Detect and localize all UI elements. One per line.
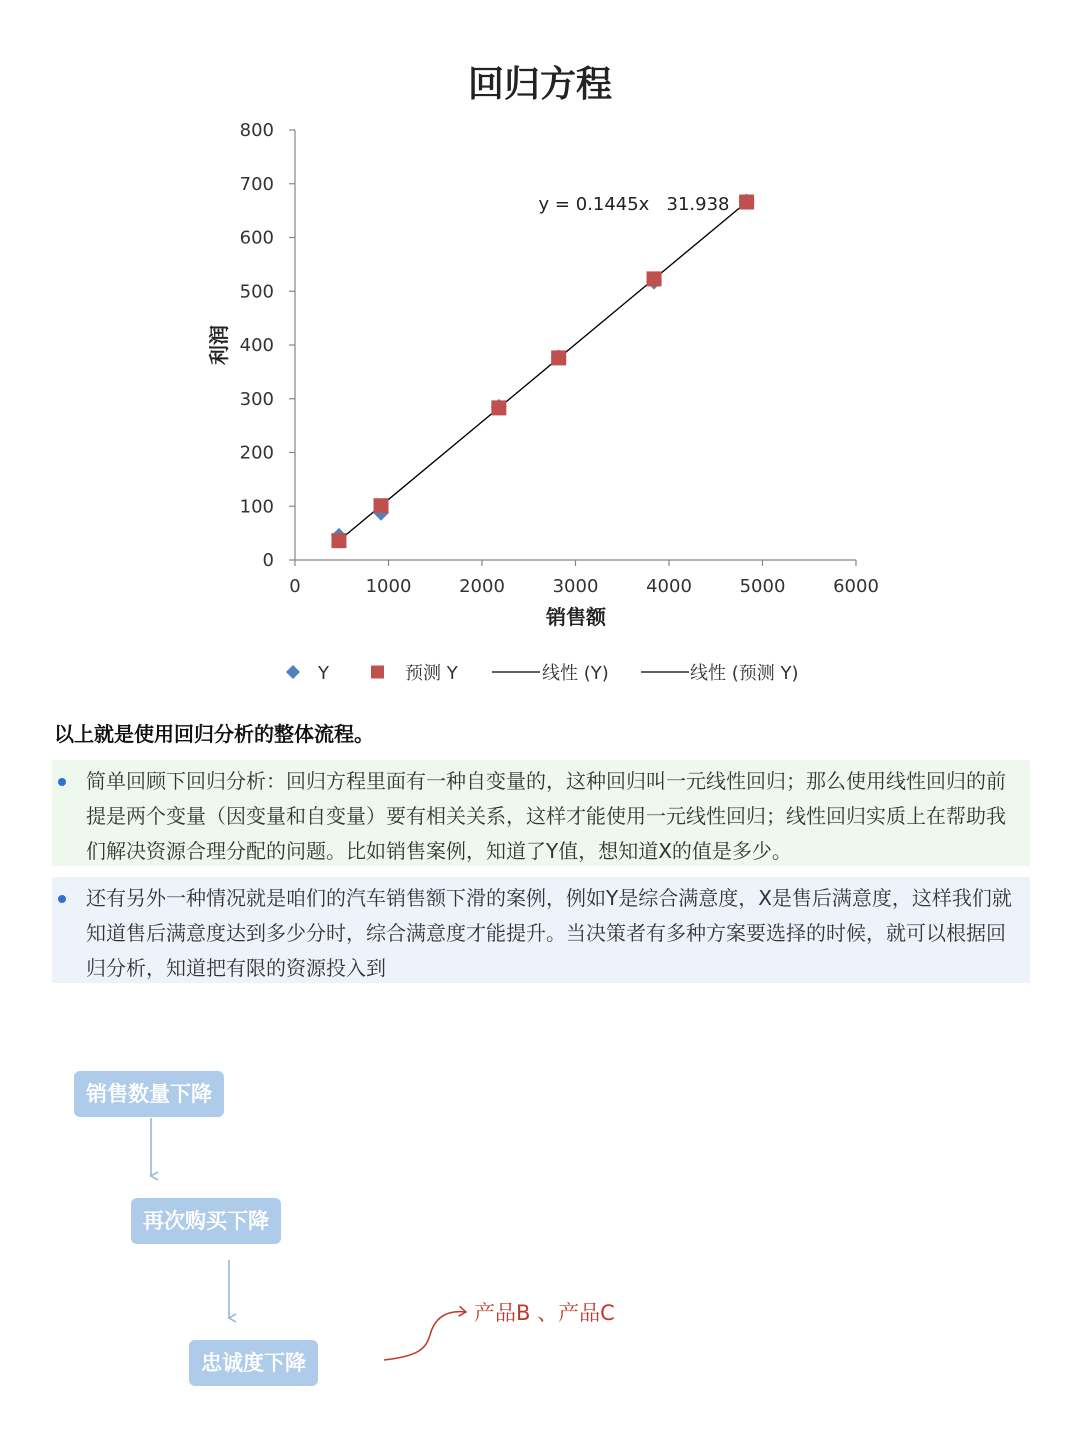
flow-step-repurchase-down: 再次购买下降 — [131, 1198, 281, 1244]
y-tick-label: 500 — [239, 281, 274, 303]
y-tick-label: 800 — [239, 120, 274, 141]
point-predicted-y — [647, 271, 662, 286]
curved-arrow-icon — [384, 1312, 466, 1360]
flow-step-loyalty-down: 忠诚度下降 — [189, 1340, 318, 1386]
flow-note-products: 产品B 、产品C — [474, 1301, 615, 1325]
x-axis-title: 销售额 — [546, 605, 606, 629]
y-axis-title: 利润 — [207, 325, 231, 365]
point-predicted-y — [374, 498, 389, 513]
bullet-text-1: 简单回顾下回归分析：回归方程里面有一种自变量的，这种回归叫一元线性回归；那么使用线性回归的前提是两个变量（因变量和自变量）要有相关关系，这样才能使用一元线性回归；线性回归实质上在帮助我们解决资源合理分配的问题。比如销售案例，知道了Y值，想知道X的值是多少。 — [86, 769, 1006, 863]
y-tick-label: 400 — [239, 335, 274, 356]
x-tick-label: 4000 — [646, 576, 692, 597]
chart-legend — [286, 663, 798, 684]
trendline — [339, 202, 747, 541]
legend-label-y: Y — [318, 663, 329, 684]
legend-label-linear-y: 线性 (Y) — [542, 663, 609, 684]
bullet-item-1 — [52, 760, 1030, 866]
y-tick-label: 100 — [239, 496, 274, 518]
x-tick-label: 6000 — [833, 576, 879, 597]
bullet-item-2 — [52, 877, 1030, 983]
x-tick-label: 2000 — [459, 576, 505, 597]
y-tick-label: 700 — [239, 173, 274, 195]
summary-heading: 以上就是使用回归分析的整体流程。 — [54, 722, 374, 746]
trendlines — [339, 202, 747, 541]
legend-label-linear-predicted-y: 线性 (预测 Y) — [690, 663, 799, 684]
point-predicted-y — [331, 533, 346, 548]
bullet-dot-icon — [58, 895, 66, 903]
regression-equation: y = 0.1445x 31.938 — [538, 194, 730, 215]
bullet-dot-icon — [58, 778, 66, 786]
x-tick-label: 3000 — [552, 576, 599, 597]
flow-step-sales-volume-down: 销售数量下降 — [74, 1071, 224, 1117]
y-tick-label: 200 — [239, 442, 274, 464]
y-tick-label: 300 — [239, 388, 274, 410]
point-predicted-y — [551, 350, 566, 365]
point-predicted-y — [491, 400, 506, 415]
x-tick-label: 5000 — [739, 576, 786, 597]
x-tick-label: 0 — [289, 576, 301, 597]
legend-square-icon — [371, 666, 384, 679]
x-tick-label: 1000 — [365, 576, 412, 597]
chart-title: 回归方程 — [467, 63, 613, 105]
y-tick-label: 0 — [262, 550, 274, 571]
point-predicted-y — [739, 195, 754, 210]
y-tick-label: 600 — [239, 227, 274, 249]
legend-diamond-icon — [286, 665, 300, 679]
bullet-text-2: 还有另外一种情况就是咱们的汽车销售额下滑的案例，例如Y是综合满意度，X是售后满意度，这样我们就知道售后满意度达到多少分时，综合满意度才能提升。当决策者有多种方案要选择的时候，就可以根据回归分析，知道把有限的资源投入到 — [86, 886, 1012, 980]
regression-chart — [0, 0, 1080, 700]
legend-label-predicted-y: 预测 Y — [405, 663, 458, 684]
